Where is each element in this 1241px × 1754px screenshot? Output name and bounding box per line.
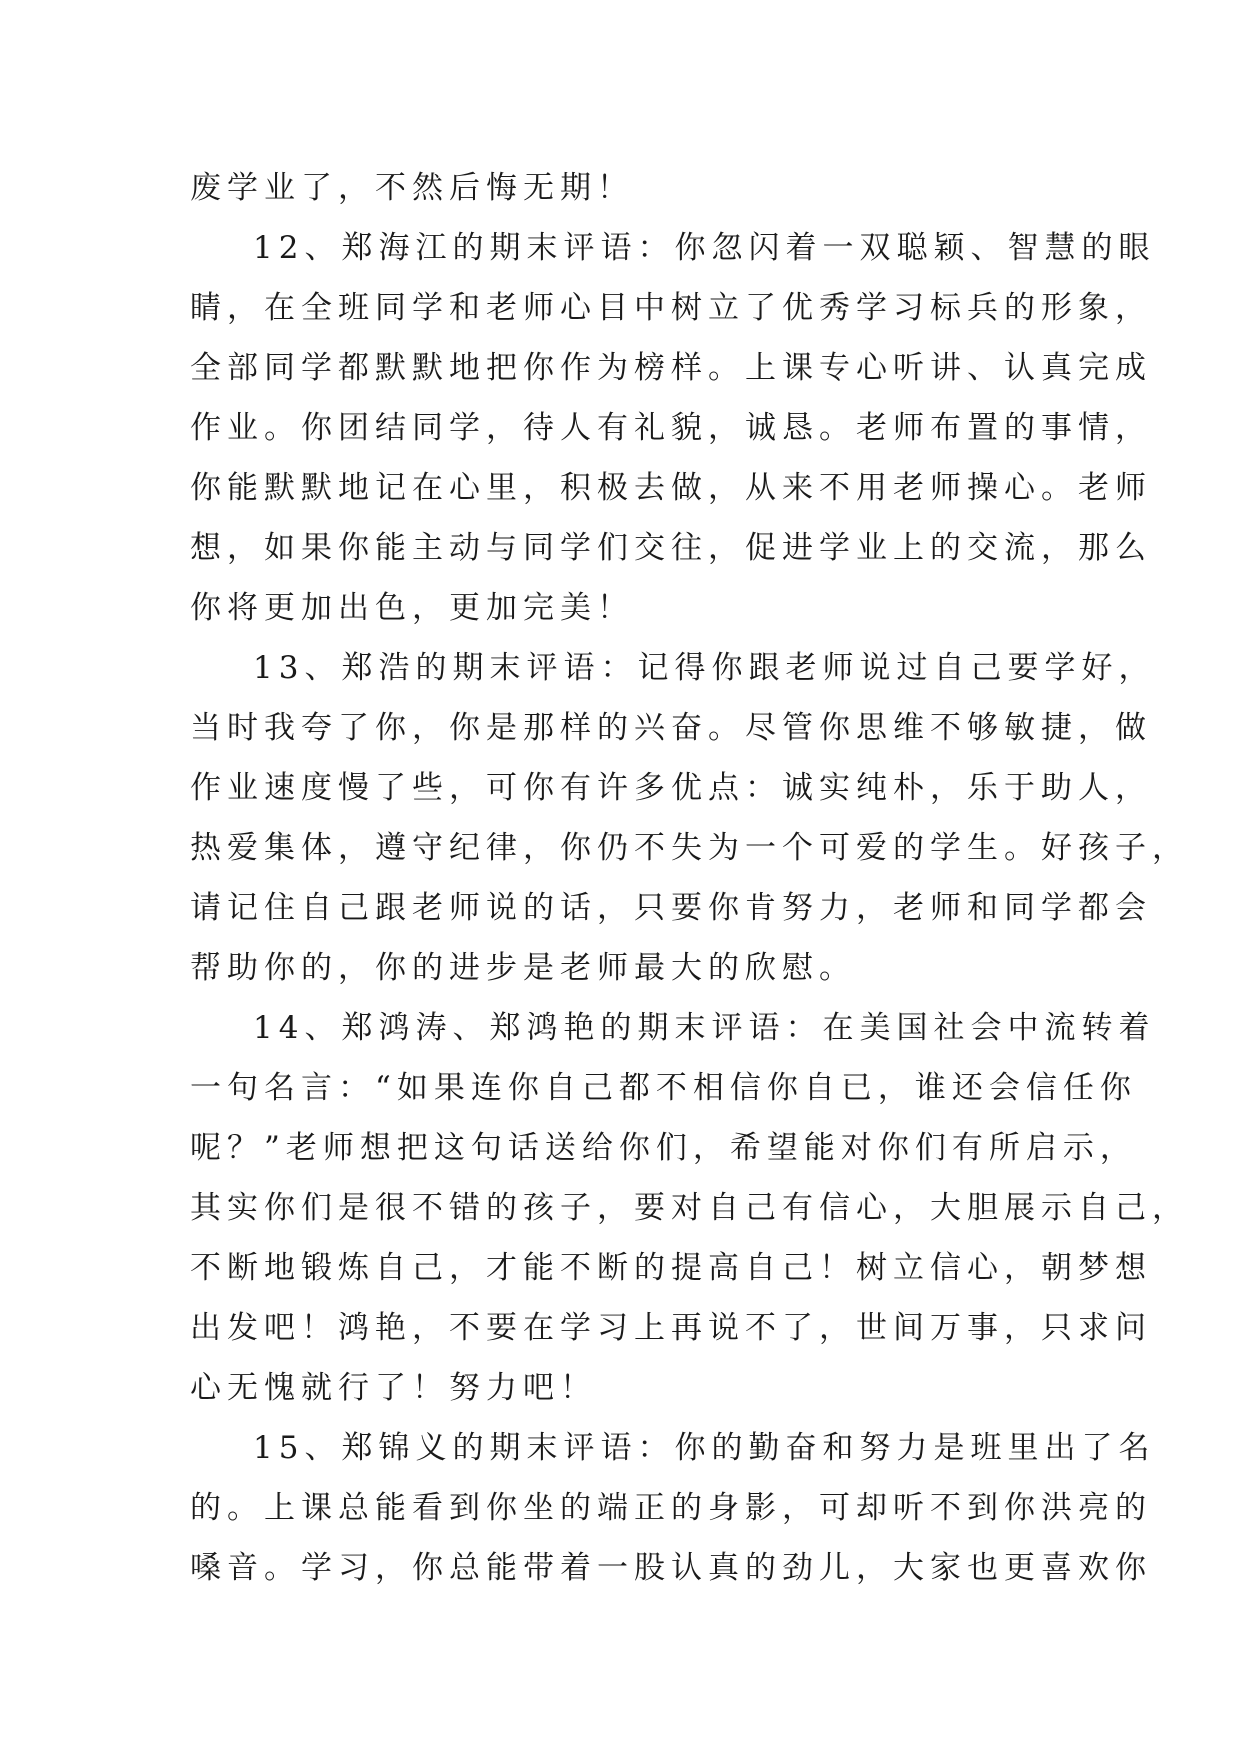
text-line: 你将更加出色，更加完美！	[190, 590, 634, 626]
text-line: 睛，在全班同学和老师心目中树立了优秀学习标兵的形象，	[190, 290, 1152, 326]
text-line: 嗓音。学习，你总能带着一股认真的劲儿，大家也更喜欢你	[190, 1550, 1152, 1586]
text-line: 热爱集体，遵守纪律，你仍不失为一个可爱的学生。好孩子，	[190, 830, 1189, 866]
paragraph-13-first-line: 13、郑浩的期末评语：记得你跟老师说过自己要学好，	[253, 650, 1156, 686]
text-line: 帮助你的，你的进步是老师最大的欣慰。	[190, 950, 856, 986]
text-line: 你能默默地记在心里，积极去做，从来不用老师操心。老师	[190, 470, 1152, 506]
text-line: 当时我夸了你，你是那样的兴奋。尽管你思维不够敏捷，做	[190, 710, 1152, 746]
text-line: 出发吧！鸿艳，不要在学习上再说不了，世间万事，只求问	[190, 1310, 1152, 1346]
text-line: 作业速度慢了些，可你有许多优点：诚实纯朴，乐于助人，	[190, 770, 1152, 806]
text-line: 其实你们是很不错的孩子，要对自己有信心，大胆展示自己，	[190, 1190, 1189, 1226]
text-line: 作业。你团结同学，待人有礼貌，诚恳。老师布置的事情，	[190, 410, 1152, 446]
text-line: 不断地锻炼自己，才能不断的提高自己！树立信心，朝梦想	[190, 1250, 1152, 1286]
text-line: 呢？”老师想把这句话送给你们，希望能对你们有所启示，	[190, 1130, 1137, 1166]
text-line: 的。上课总能看到你坐的端正的身影，可却听不到你洪亮的	[190, 1490, 1152, 1526]
text-line: 请记住自己跟老师说的话，只要你肯努力，老师和同学都会	[190, 890, 1152, 926]
text-line: 废学业了，不然后悔无期！	[190, 170, 634, 206]
text-line: 想，如果你能主动与同学们交往，促进学业上的交流，那么	[190, 530, 1152, 566]
paragraph-12-first-line: 12、郑海江的期末评语：你忽闪着一双聪颖、智慧的眼	[253, 230, 1156, 266]
paragraph-14-first-line: 14、郑鸿涛、郑鸿艳的期末评语：在美国社会中流转着	[253, 1010, 1156, 1046]
text-line: 全部同学都默默地把你作为榜样。上课专心听讲、认真完成	[190, 350, 1152, 386]
text-line: 心无愧就行了！努力吧！	[190, 1370, 597, 1406]
text-line: 一句名言：“如果连你自己都不相信你自已，谁还会信任你	[190, 1070, 1137, 1106]
paragraph-15-first-line: 15、郑锦义的期末评语：你的勤奋和努力是班里出了名	[253, 1430, 1156, 1466]
